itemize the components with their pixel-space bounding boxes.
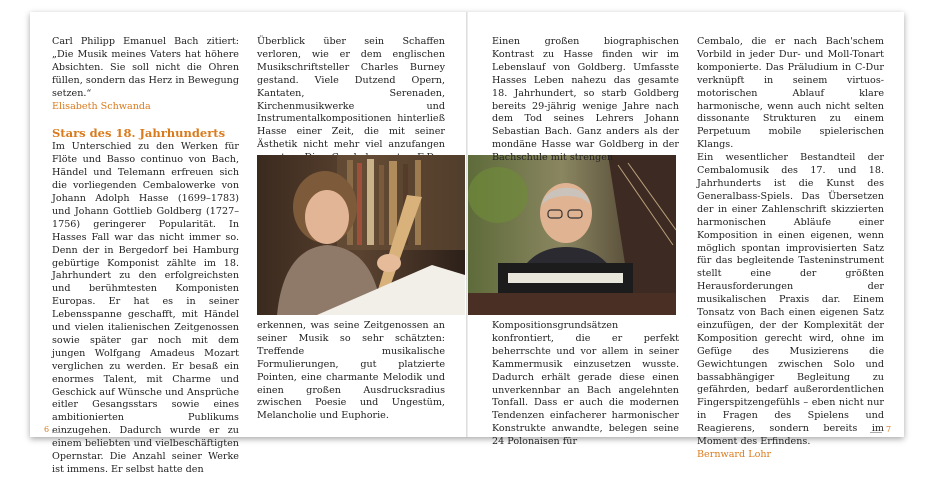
column-2-bottom [257, 320, 445, 423]
body-text: Einen großen biographischen Kontrast zu Hasse finden wir im Lebenslauf von Goldberg. Umfasste Hasses Leben nahezu das gesamte 18. Jahrhundert, so starb Goldberg bereits 29-jährig wenige Jahre nach dem Tod seines Lehrers Johann Sebastian Bach. Ganz anders als der mondäne Hasse war Goldberg in der Bachschule mit strengen [492, 36, 679, 164]
column-3-top [492, 36, 679, 165]
section-heading: Stars des 18. Jahrhunderts [52, 126, 226, 141]
photo-harpsichordist [468, 155, 676, 315]
label-logo-icon [52, 426, 64, 433]
column-1 [52, 36, 239, 477]
body-text: Im Unterschied zu den Werken für Flöte und Basso continuo von Bach, Händel und Telemann erfreuen sich die vorliegenden Cembalowerke von Johann Adolph Hasse (1699–1783) und Johann Gottlieb Goldberg (1727–1756) geringerer Popularität. In Hasses Fall war das nicht immer so. Denn der in Bergedorf bei Hamburg gebürtige Komponist zählte im 18. Jahrhundert zu den erfolgreichsten und berühmtesten Komponisten Europas. Er hat es in seiner Lebensspanne geschafft, mit Händel und vielen italienischen Zeitgenossen sowie später gar noch mit dem jungen Wolfgang Amadeus Mozart verglichen zu werden. Er besaß ein enormes Talent, mit Charme und Geschick auf Wünsche und Ansprüche eitler Gesangsstars sowie eines ambitionierten Publikums einzugehen. Dadurch wurde er zu einem beliebten und vielbeschäftigten Opernstar. Die Anzahl seiner Werke ist immens. Er selbst hatte den [52, 141, 239, 475]
quote-text: Carl Philipp Emanuel Bach zitiert: „Die Musik meines Vaters hat höhere Absichten. Sie soll nicht die Ohren füllen, sondern das Herz in Bewegung setzen.“ [52, 36, 239, 99]
body-text: Überblick über sein Schaffen verloren, wie er dem englischen Musikschriftsteller Charles Burney gestand. Viele Dutzend Opern, Kantaten, Serenaden, Kirchenmusikwerke und Instrumentalkompositionen hinterließ Hasse einer Zeit, die mit seiner Ästhetik nicht mehr viel anzufangen [257, 36, 445, 151]
page-number-right: 7 [886, 425, 892, 434]
booklet-spread [30, 12, 904, 475]
photo-flutist-image [257, 155, 465, 315]
column-4 [697, 36, 884, 462]
label-logo-icon [870, 426, 882, 433]
page-number-left: 6 [44, 425, 50, 434]
body-text: Cembalo, die er nach Bach'schem Vorbild in jeder Dur- und Moll-Tonart komponierte. Das Präludium in C-Dur verknüpft in seinem virtuos-motorischen Ablauf klare harmonische, wenn auch nicht selten dissonante Strukturen zu einem Perpetuum mobile spielerischen Klangs. [697, 36, 884, 151]
quote-author: Elisabeth Schwanda [52, 100, 151, 112]
photo-harpsichordist-image [468, 155, 676, 315]
body-text: Ein wesentlicher Bestandteil der Cembalomusik des 17. und 18. Jahrhunderts ist die Kunst des Generalbass-Spiels. Das Übersetzen der in einer Zahlenschrift skizzierten harmonischen Abläufe einer Komposition in einen eigenen, wenn möglich spontan improvisierten Satz für das begleitende Tasteninstrument stellt eine der größten Herausforderungen der musikalischen Praxis dar. Einem Tonsatz von Bach einen eigenen Satz einzufügen, der der Komplexität der Komposition gerecht wird, ohne im Gefüge des Musizierens die Gewichtungen zwischen Solo und bassabhängiger Begleitung zu gefährden, bedarf außerordentlichen Fingerspitzengefühls – eben nicht nur in Fragen des Spielens und Reagierens, sondern bereits im Moment des Erfindens. [697, 152, 884, 448]
article-author: Bernward Lohr [697, 449, 772, 460]
photo-flutist [257, 155, 465, 315]
column-3-bottom [492, 320, 679, 449]
body-text: erkennen, was seine Zeitgenossen an seiner Musik so sehr schätzten: Treffende musikalische Formulierungen, gut platzierte Pointen, eine charmante Melodik und einen großen Ausdrucksradius zwischen Poesie und Ungestüm, Melancholie und Euphorie. [257, 320, 445, 422]
body-text: Kompositionsgrundsätzen konfrontiert, die er perfekt beherrschte und vor allem in seiner Kammermusik einzusetzen wusste. Dadurch erhält gerade diese einen unverkennbar an Bach angelehnten Tonfall. Dass er auch die modernen Tendenzen einfacherer harmonischer Konstrukte anwandte, belegen seine 24 Polonaisen für [492, 320, 679, 448]
